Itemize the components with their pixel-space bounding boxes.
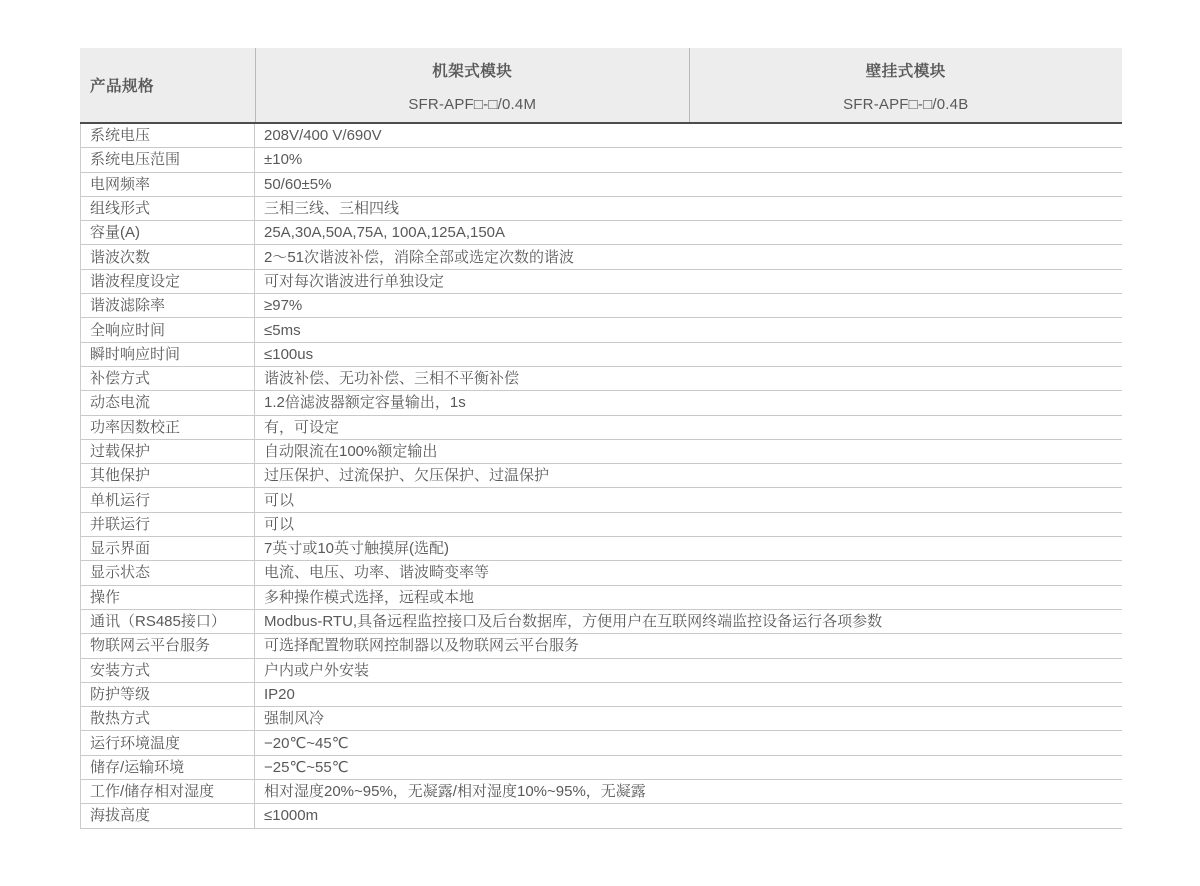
spec-label: 组线形式 (81, 197, 255, 220)
spec-value: 2～51次谐波补偿，消除全部或选定次数的谐波 (264, 248, 575, 266)
spec-label: 单机运行 (81, 488, 255, 511)
table-row (81, 221, 1122, 245)
table-row (81, 659, 1122, 683)
table-row (81, 294, 1122, 318)
spec-label: 电网频率 (81, 173, 255, 196)
table-row (81, 148, 1122, 172)
table-row (81, 367, 1122, 391)
spec-value: 户内或户外安装 (264, 661, 370, 679)
spec-label: 动态电流 (81, 391, 255, 414)
table-row (81, 634, 1122, 658)
spec-label: 其他保护 (81, 464, 255, 487)
spec-label: 通讯（RS485接口） (81, 610, 255, 633)
table-row (81, 440, 1122, 464)
spec-value: 50/60±5% (264, 175, 332, 193)
spec-label: 系统电压 (81, 124, 255, 147)
table-header (80, 48, 1122, 124)
spec-label: 防护等级 (81, 683, 255, 706)
table-row (81, 804, 1122, 828)
table-row (81, 707, 1122, 731)
spec-label: 容量(A) (81, 221, 255, 244)
table-row (81, 756, 1122, 780)
rack-module-model: SFR-APF□-□/0.4M (408, 96, 537, 113)
table-row (81, 464, 1122, 488)
spec-label: 物联网云平台服务 (81, 634, 255, 657)
spec-value: 相对湿度20%~95%，无凝露/相对湿度10%~95%，无凝露 (264, 783, 646, 801)
wall-module-title: 壁挂式模块 (865, 63, 946, 80)
spec-label: 运行环境温度 (81, 731, 255, 754)
spec-value: 电流、电压、功率、谐波畸变率等 (264, 564, 490, 582)
table-row (81, 513, 1122, 537)
spec-label: 谐波程度设定 (81, 270, 255, 293)
spec-value: 自动限流在100%额定输出 (264, 443, 438, 460)
spec-value: 有，可设定 (264, 418, 340, 436)
spec-value: 7英寸或10英寸触摸屏(选配) (264, 540, 450, 558)
table-row (81, 318, 1122, 342)
rack-module-title: 机架式模块 (432, 63, 513, 80)
header-wall-module (689, 48, 1123, 122)
spec-value: 可对每次谐波进行单独设定 (264, 272, 445, 290)
spec-label: 海拔高度 (81, 804, 255, 827)
spec-value: 可以 (264, 491, 295, 509)
table-body (80, 124, 1122, 829)
spec-label: 操作 (81, 586, 255, 609)
table-row (81, 683, 1122, 707)
spec-label: 功率因数校正 (81, 416, 255, 439)
spec-value: 多种操作模式选择，远程或本地 (264, 588, 475, 606)
spec-label: 并联运行 (81, 513, 255, 536)
spec-label: 安装方式 (81, 659, 255, 682)
header-product-spec: 产品规格 (90, 78, 155, 95)
spec-value: ≥97% (264, 297, 303, 315)
spec-label: 散热方式 (81, 707, 255, 730)
spec-value: −20℃~45℃ (264, 734, 349, 752)
table-row (81, 343, 1122, 367)
spec-label: 储存/运输环境 (81, 756, 255, 779)
spec-value: 谐波补偿、无功补偿、三相不平衡补偿 (264, 370, 520, 388)
table-row (81, 780, 1122, 804)
spec-label: 谐波滤除率 (81, 294, 255, 317)
table-row (81, 416, 1122, 440)
spec-label: 过载保护 (81, 440, 255, 463)
spec-value: 过压保护、过流保护、欠压保护、过温保护 (264, 467, 550, 485)
spec-value: 三相三线、三相四线 (264, 200, 400, 218)
table-row (81, 124, 1122, 148)
table-row (81, 488, 1122, 512)
spec-value: ±10% (264, 151, 303, 169)
spec-label: 系统电压范围 (81, 148, 255, 171)
table-row (81, 561, 1122, 585)
table-row (81, 391, 1122, 415)
table-row (81, 586, 1122, 610)
table-row (81, 537, 1122, 561)
spec-value: ≤5ms (264, 321, 301, 339)
header-rack-module (255, 48, 689, 122)
table-row (81, 731, 1122, 755)
spec-value: −25℃~55℃ (264, 758, 349, 776)
spec-label: 显示状态 (81, 561, 255, 584)
spec-value: 可以 (264, 515, 295, 533)
spec-label: 全响应时间 (81, 318, 255, 341)
spec-value: 25A,30A,50A,75A, 100A,125A,150A (264, 224, 506, 242)
product-spec-table (80, 48, 1122, 829)
spec-value: 208V/400 V/690V (264, 127, 382, 145)
wall-module-model: SFR-APF□-□/0.4B (843, 96, 969, 113)
spec-value: 1.2倍滤波器额定容量输出，1s (264, 394, 466, 412)
spec-label: 谐波次数 (81, 245, 255, 268)
spec-value: 可选择配置物联网控制器以及物联网云平台服务 (264, 637, 580, 655)
table-row (81, 197, 1122, 221)
spec-value: 强制风冷 (264, 710, 325, 728)
table-row (81, 245, 1122, 269)
spec-label: 显示界面 (81, 537, 255, 560)
spec-value: ≤100us (264, 345, 314, 363)
table-row (81, 610, 1122, 634)
spec-label: 工作/储存相对湿度 (81, 780, 255, 803)
spec-value: IP20 (264, 685, 295, 703)
spec-value: ≤1000m (264, 807, 319, 825)
spec-label: 补偿方式 (81, 367, 255, 390)
spec-value: Modbus-RTU,具备远程监控接口及后台数据库，方便用户在互联网终端监控设备运行各项参数 (264, 613, 883, 631)
table-row (81, 270, 1122, 294)
table-row (81, 173, 1122, 197)
spec-label: 瞬时响应时间 (81, 343, 255, 366)
